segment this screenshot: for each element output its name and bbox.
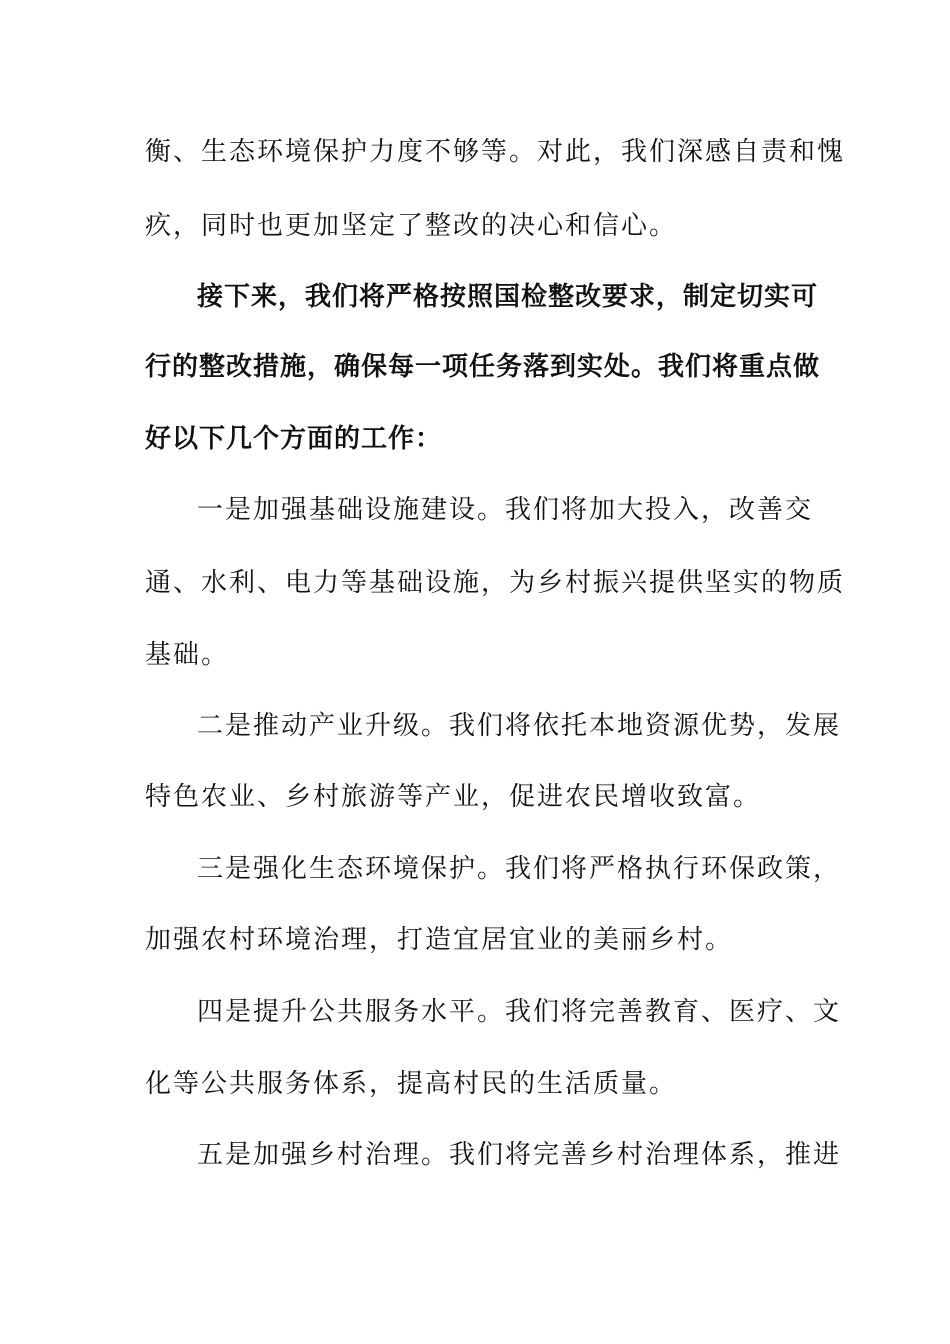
paragraph-4-line-2: 特色农业、乡村旅游等产业，促进农民增收致富。 — [145, 782, 762, 812]
paragraph-3-line-1: 一是加强基础设施建设。我们将加大投入，改善交 — [197, 495, 814, 525]
paragraph-2-line-3: 好以下几个方面的工作： — [145, 424, 443, 454]
paragraph-4-line-1: 二是推动产业升级。我们将依托本地资源优势，发展 — [197, 711, 842, 741]
paragraph-5-line-2: 加强农村环境治理，打造宜居宜业的美丽乡村。 — [145, 925, 734, 955]
paragraph-6-line-2: 化等公共服务体系，提高村民的生活质量。 — [145, 1069, 678, 1099]
paragraph-2-line-1: 接下来，我们将严格按照国检整改要求，制定切实可 — [197, 282, 819, 312]
paragraph-2-line-2: 行的整改措施，确保每一项任务落到实处。我们将重点做 — [145, 352, 821, 382]
paragraph-1-line-1: 衡、生态环境保护力度不够等。对此，我们深感自责和愧 — [145, 137, 846, 167]
paragraph-1-line-2: 疚，同时也更加坚定了整改的决心和信心。 — [145, 211, 678, 241]
paragraph-3-line-2: 通、水利、电力等基础设施，为乡村振兴提供坚实的物质 — [145, 568, 846, 598]
paragraph-5-line-1: 三是强化生态环境保护。我们将严格执行环保政策， — [197, 854, 842, 884]
paragraph-6-line-1: 四是提升公共服务水平。我们将完善教育、医疗、文 — [197, 997, 842, 1027]
paragraph-3-line-3: 基础。 — [145, 640, 230, 670]
paragraph-7-line-1: 五是加强乡村治理。我们将完善乡村治理体系，推进 — [197, 1140, 842, 1170]
